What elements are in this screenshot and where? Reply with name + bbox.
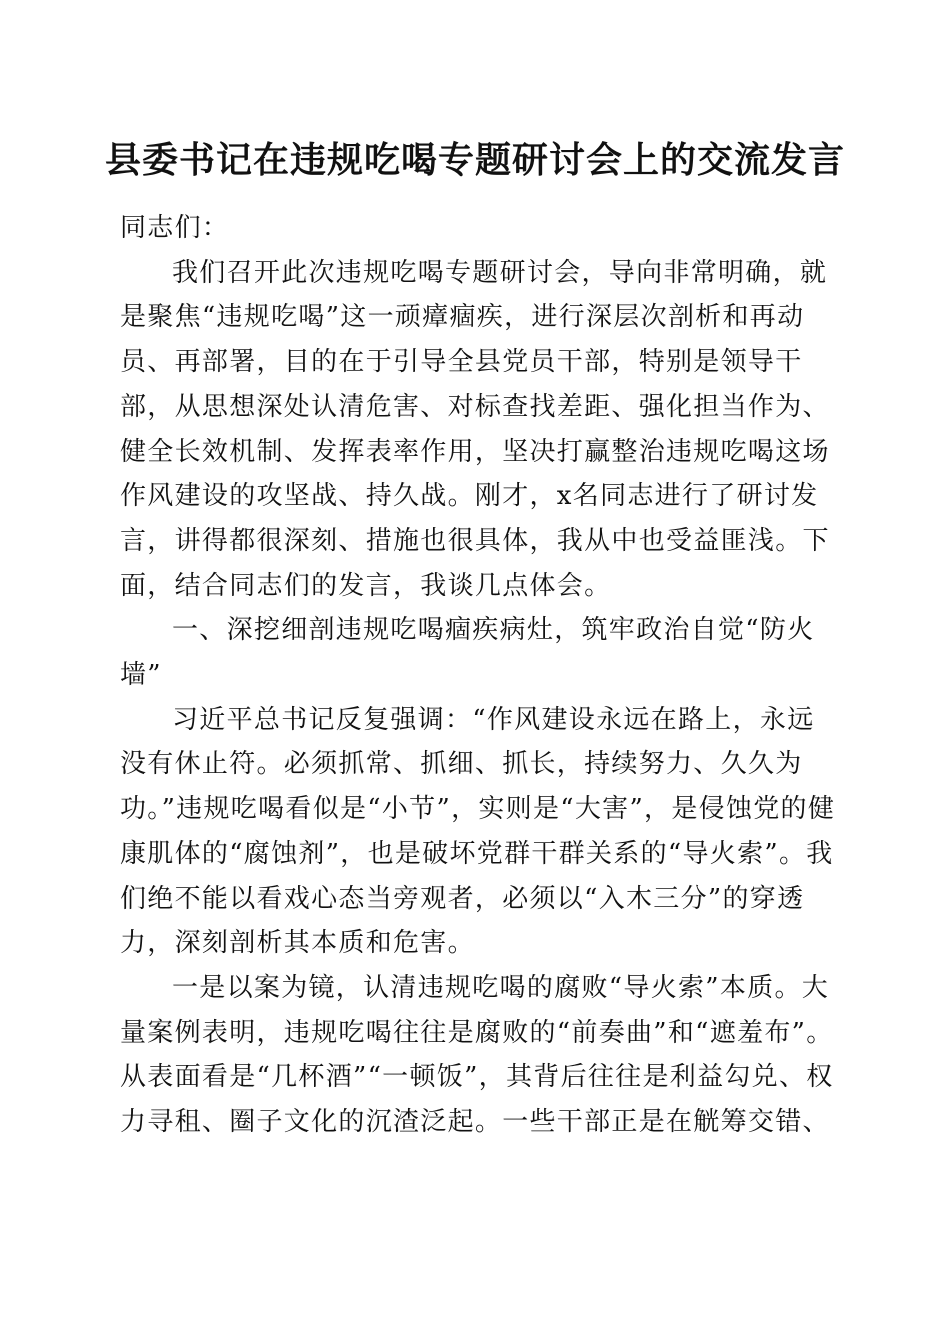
salutation: 同志们： — [120, 213, 230, 243]
document-body — [120, 206, 836, 1145]
paragraph-point-1: 一是以案为镜，认清违规吃喝的腐败“导火索”本质。大量案例表明，违规吃喝往往是腐败的“前奏曲”和“遮羞布”。从表面看是“几杯酒”“一顿饭”，其背后往往是利益勾兑、权力寻租、圈子文化的沉渣泛起。一些干部正是在觥筹交错、 — [120, 972, 834, 1138]
paragraph-intro: 我们召开此次违规吃喝专题研讨会，导向非常明确，就是聚焦“违规吃喝”这一顽瘴痼疾，进行深层次剖析和再动员、再部署，目的在于引导全县党员干部，特别是领导干部，从思想深处认清危害、对标查找差距、强化担当作为、健全长效机制、发挥表率作用，坚决打赢整治违规吃喝这场作风建设的攻坚战、持久战。刚才，x名同志进行了研讨发言，讲得都很深刻、措施也很具体，我从中也受益匪浅。下面，结合同志们的发言，我谈几点体会。 — [120, 257, 830, 601]
document-title: 县委书记在违规吃喝专题研讨会上的交流发言 — [104, 139, 845, 181]
paragraph-quote: 习近平总书记反复强调：“作风建设永远在路上，永远没有休止符。必须抓常、抓细、抓长，持续努力、久久为功。”违规吃喝看似是“小节”，实则是“大害”，是侵蚀党的健康肌体的“腐蚀剂”，也是破坏党群干群关系的“导火索”。我们绝不能以看戏心态当旁观者，必须以“入木三分”的穿透力，深刻剖析其本质和危害。 — [120, 704, 836, 959]
section-heading-1: 一、深挖细剖违规吃喝痼疾病灶，筑牢政治自觉“防火墙” — [120, 615, 815, 691]
